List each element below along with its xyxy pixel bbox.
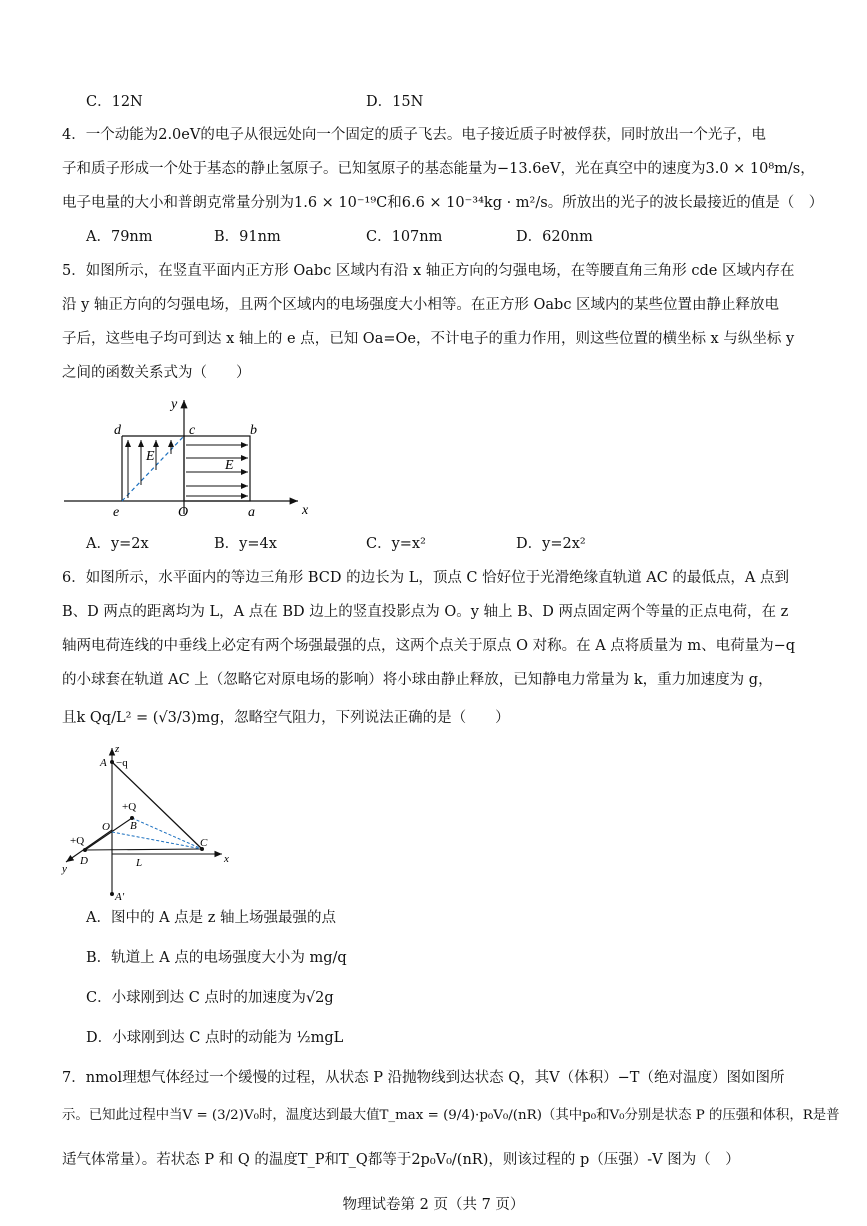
q4-text-line1: 4．一个动能为2.0eV的电子从很远处向一个固定的质子飞去。电子接近质子时被俘获，同时放出一个光子，电 (62, 127, 766, 143)
q7-text-line2: 示。已知此过程中当V = (3/2)V₀时，温度达到最大值T_max = (9/4)·p₀V₀/(nR)（其中p₀和V₀分别是状态 P 的压强和体积，R是普 (62, 1108, 840, 1123)
q4-text-line3: 电子电量的大小和普朗克常量分别为1.6 × 10⁻¹⁹C和6.6 × 10⁻³⁴kg · m²/s。所放出的光子的波长最接近的值是（ ） (62, 195, 824, 211)
q6-text-line3: 轴两电荷连线的中垂线上必定有两个场强最强的点，这两个点关于原点 O 对称。在 A 点将质量为 m、电荷量为−q (62, 638, 796, 654)
q6-option-c: C．小球刚到达 C 点时的加速度为√2g (86, 990, 334, 1006)
q5-label-e-field2: E (225, 458, 234, 473)
q3-option-d: D．15N (366, 94, 424, 110)
q5-label-c: c (189, 423, 196, 438)
q6-label-b: B (130, 820, 137, 832)
q6-option-b: B．轨道上 A 点的电场强度大小为 mg/q (86, 950, 347, 966)
q6-text-line1: 6．如图所示，水平面内的等边三角形 BCD 的边长为 L，顶点 C 恰好位于光滑绝缘直轨道 AC 的最低点，A 点到 (62, 570, 789, 586)
q6-label-a-prime: A′ (115, 891, 125, 900)
q5-label-d: d (114, 423, 121, 438)
q6-label-x: x (224, 853, 229, 865)
q6-text-line5: 且k Qq/L² = (√3/3)mg，忽略空气阻力，下列说法正确的是（ ） (62, 710, 510, 726)
q6-label-a: A (100, 757, 107, 769)
q5-label-a: a (248, 505, 255, 520)
q5-text-line1: 5．如图所示，在竖直平面内正方形 Oabc 区域内有沿 x 轴正方向的匀强电场，在等腰直角三角形 cde 区域内存在 (62, 263, 795, 279)
q5-option-a: A．y=2x (86, 536, 149, 552)
q5-option-b: B．y=4x (214, 536, 277, 552)
page-footer: 物理试卷第 2 页（共 7 页） (342, 1197, 525, 1213)
q4-option-d: D．620nm (516, 229, 593, 245)
q5-label-x: x (302, 503, 309, 518)
q5-label-b: b (250, 423, 257, 438)
q4-text-line2: 子和质子形成一个处于基态的静止氢原子。已知氢原子的基态能量为−13.6eV，光在真空中的速度为3.0 × 10⁸m/s， (62, 161, 815, 177)
q5-text-line4: 之间的函数关系式为（ ） (62, 365, 251, 381)
q5-hypotenuse-ec (122, 436, 184, 501)
q6-label-y: y (62, 863, 67, 875)
q6-label-d: D (80, 855, 88, 867)
q5-field-diagram (60, 390, 320, 520)
q6-label-o: O (102, 821, 110, 833)
q6-label-z: z (115, 743, 120, 755)
q5-label-e: e (113, 505, 120, 520)
q5-square-oabc (184, 436, 250, 501)
q6-label-plus-q2: +Q (70, 835, 85, 847)
q6-option-d: D．小球刚到达 C 点时的动能为 ½mgL (86, 1030, 344, 1046)
q5-label-e-field1: E (146, 449, 155, 464)
q6-text-line4: 的小球套在轨道 AC 上（忽略它对原电场的影响）将小球由静止释放，已知静电力常量为 k，重力加速度为 g， (62, 672, 773, 688)
q5-text-line3: 子后，这些电子均可到达 x 轴上的 e 点，已知 Oa=Oe，不计电子的重力作用，则这些位置的横坐标 x 与纵坐标 y (62, 331, 795, 347)
q5-option-c: C．y=x² (366, 536, 426, 552)
q4-option-a: A．79nm (86, 229, 153, 245)
q6-text-line2: B、D 两点的距离均为 L，A 点在 BD 边上的竖直投影点为 O。y 轴上 B、D 两点固定两个等量的正点电荷，在 z (62, 604, 789, 620)
q5-label-y: y (171, 397, 178, 412)
q5-label-o: O (178, 505, 189, 520)
q3-option-c: C．12N (86, 94, 143, 110)
q4-option-b: B．91nm (214, 229, 281, 245)
q6-option-a: A．图中的 A 点是 z 轴上场强最强的点 (86, 910, 337, 926)
q4-option-c: C．107nm (366, 229, 443, 245)
q6-label-l: L (136, 857, 143, 869)
q7-text-line1: 7．nmol理想气体经过一个缓慢的过程，从状态 P 沿抛物线到达状态 Q，其V（体积）−T（绝对温度）图如图所 (62, 1070, 785, 1086)
q6-geometry-diagram (60, 742, 240, 900)
q5-option-d: D．y=2x² (516, 536, 586, 552)
q7-text-line3: 适气体常量）。若状态 P 和 Q 的温度T_P和T_Q都等于2p₀V₀/(nR)，则该过程的 p（压强）-V 图为（ ） (62, 1152, 740, 1168)
q5-text-line2: 沿 y 轴正方向的匀强电场，且两个区域内的电场强度大小相等。在正方形 Oabc 区域内的某些位置由静止释放电 (62, 297, 780, 313)
q6-label-plus-q1: +Q (122, 801, 137, 813)
q6-label-c: C (200, 837, 208, 849)
q6-label-minus-q: −q (116, 757, 128, 769)
